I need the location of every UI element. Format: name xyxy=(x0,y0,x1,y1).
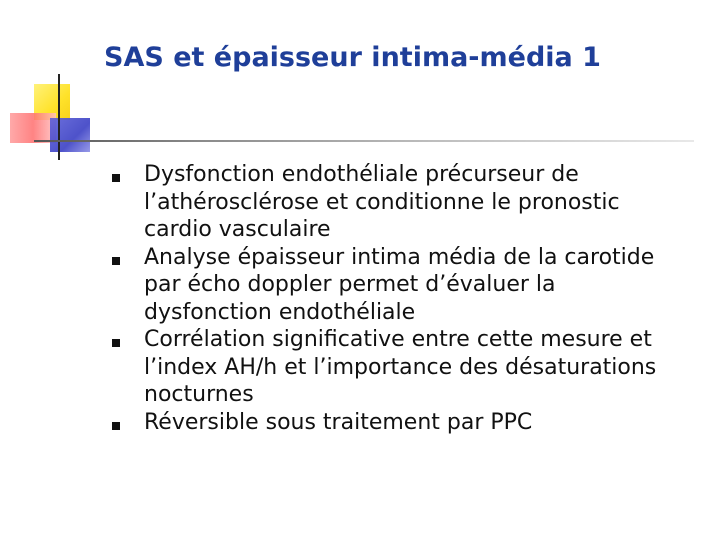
bullet-item xyxy=(110,409,710,437)
bullet-list xyxy=(110,161,710,436)
bullet-line: Corrélation significative entre cette mesure et xyxy=(144,327,652,352)
decor-blue-square xyxy=(50,118,90,152)
square-bullet-icon xyxy=(112,339,120,347)
decor-vertical-line xyxy=(58,74,60,160)
bullet-line: Dysfonction endothéliale précurseur de xyxy=(144,162,579,187)
bullet-line: l’index AH/h et l’importance des désaturations xyxy=(144,354,657,380)
bullet-line: par écho doppler permet d’évaluer la xyxy=(144,272,556,297)
slide-title: SAS et épaisseur intima-média 1 xyxy=(104,42,601,73)
square-bullet-icon xyxy=(112,422,120,430)
bullet-line: cardio vasculaire xyxy=(144,217,331,242)
bullet-line: Réversible sous traitement par PPC xyxy=(144,409,533,435)
bullet-item xyxy=(110,326,710,409)
bullet-item xyxy=(110,161,710,244)
bullet-item xyxy=(110,244,710,327)
square-bullet-icon xyxy=(112,257,120,265)
bullet-line: nocturnes xyxy=(144,382,254,407)
bullet-line: Analyse épaisseur intima média de la carotide xyxy=(144,244,655,270)
bullet-line: l’athérosclérose et conditionne le pronostic xyxy=(144,189,620,215)
bullet-line: dysfonction endothéliale xyxy=(144,299,416,325)
square-bullet-icon xyxy=(112,174,120,182)
decor-horizontal-rule xyxy=(34,140,694,142)
